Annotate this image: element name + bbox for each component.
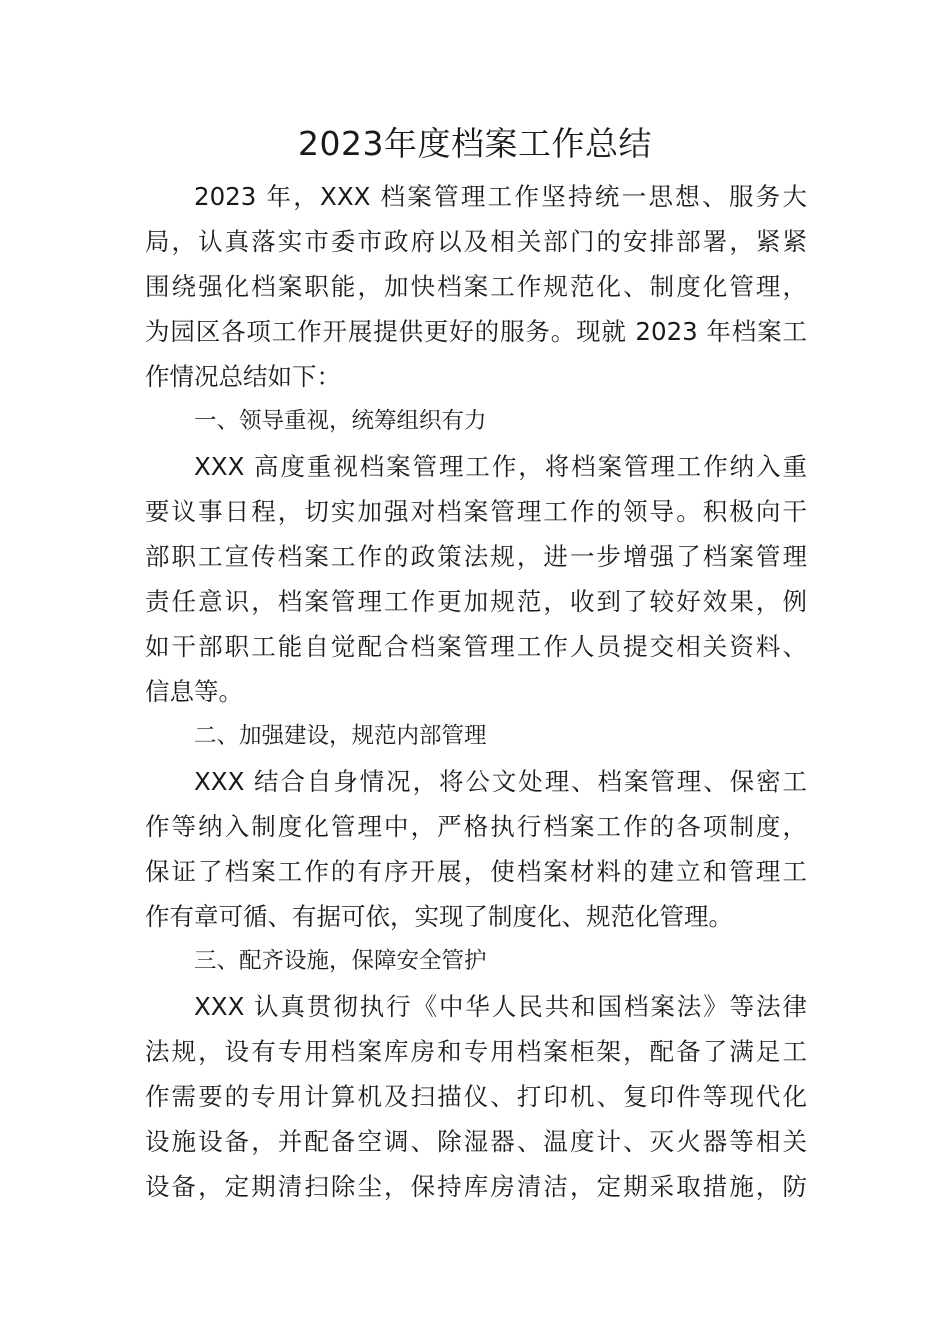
paragraph-line: 责任意识，档案管理工作更加规范，收到了较好效果，例 <box>145 587 807 616</box>
document-body <box>145 174 807 1209</box>
paragraph-line: 围绕强化档案职能，加快档案工作规范化、制度化管理， <box>145 272 807 301</box>
paragraph-line: 设备，定期清扫除尘，保持库房清洁，定期采取措施，防 <box>145 1172 807 1201</box>
paragraph-line: 作有章可循、有据可依，实现了制度化、规范化管理。 <box>145 902 733 931</box>
section-heading-1: 一、领导重视，统筹组织有力 <box>194 408 487 434</box>
paragraph-line: 2023 年，XXX 档案管理工作坚持统一思想、服务大 <box>194 182 807 211</box>
paragraph-line: 要议事日程，切实加强对档案管理工作的领导。积极向干 <box>145 497 807 526</box>
paragraph-line: 为园区各项工作开展提供更好的服务。现就 2023 年档案工 <box>145 317 807 346</box>
document-title: 2023年度档案工作总结 <box>298 124 652 163</box>
paragraph-line: XXX 结合自身情况，将公文处理、档案管理、保密工 <box>194 767 807 796</box>
paragraph-line: XXX 认真贯彻执行《中华人民共和国档案法》等法律 <box>194 992 807 1021</box>
paragraph-line: 信息等。 <box>145 677 243 706</box>
paragraph-line: 设施设备，并配备空调、除湿器、温度计、灭火器等相关 <box>145 1127 807 1156</box>
paragraph-line: 作需要的专用计算机及扫描仪、打印机、复印件等现代化 <box>145 1082 807 1111</box>
section-heading-3: 三、配齐设施，保障安全管护 <box>194 948 487 974</box>
paragraph-line: 法规，设有专用档案库房和专用档案柜架，配备了满足工 <box>145 1037 807 1066</box>
section-heading-2: 二、加强建设，规范内部管理 <box>194 723 487 749</box>
paragraph-line: 作情况总结如下： <box>145 362 341 391</box>
paragraph-line: 如干部职工能自觉配合档案管理工作人员提交相关资料、 <box>145 632 807 661</box>
paragraph-line: XXX 高度重视档案管理工作，将档案管理工作纳入重 <box>194 452 807 481</box>
paragraph-line: 作等纳入制度化管理中，严格执行档案工作的各项制度， <box>145 812 807 841</box>
paragraph-line: 保证了档案工作的有序开展，使档案材料的建立和管理工 <box>145 857 807 886</box>
paragraph-line: 局，认真落实市委市政府以及相关部门的安排部署，紧紧 <box>145 227 807 256</box>
paragraph-line: 部职工宣传档案工作的政策法规，进一步增强了档案管理 <box>145 542 807 571</box>
